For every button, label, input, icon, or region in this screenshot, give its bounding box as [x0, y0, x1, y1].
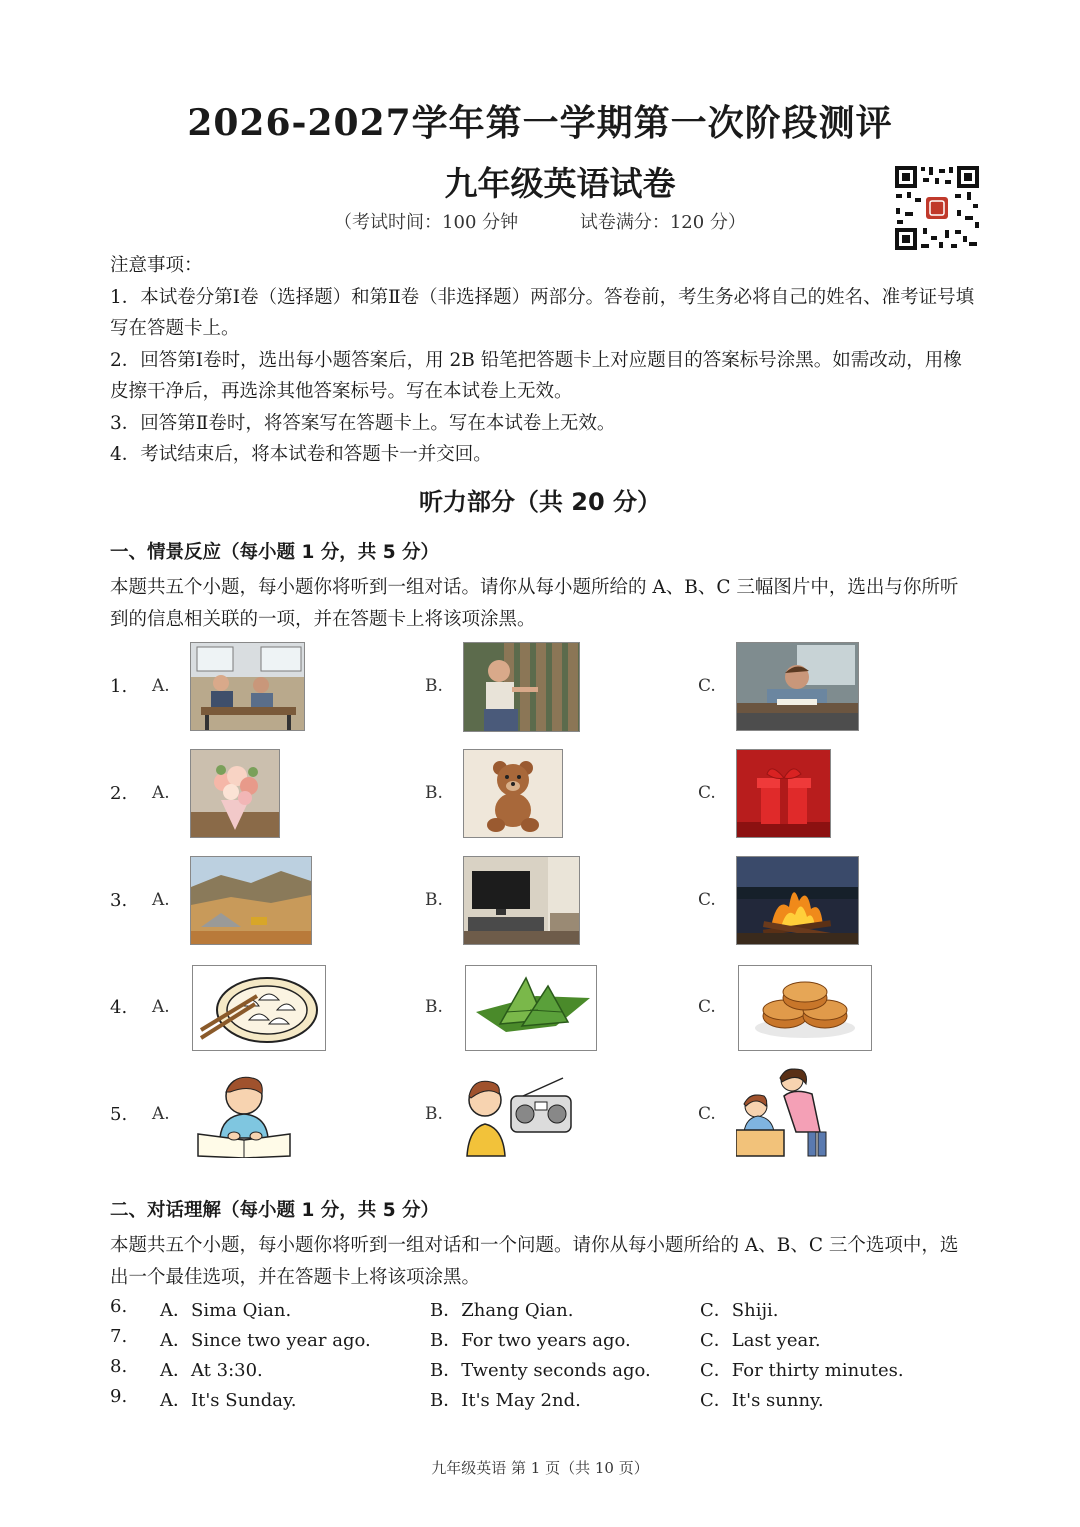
notes-heading: 注意事项：: [110, 255, 203, 276]
teacher-helping-student-image: [736, 1066, 839, 1158]
mine-quarry-image: [190, 856, 312, 945]
question-row: [110, 1326, 975, 1356]
option-b: B．It's May 2nd.: [430, 1390, 581, 1411]
boy-radio-image: [463, 1072, 575, 1158]
option-b: B．Twenty seconds ago.: [430, 1360, 651, 1381]
option-label: B.: [425, 783, 443, 803]
option-label: A.: [152, 1104, 170, 1124]
option-label: C.: [698, 890, 716, 910]
question-row: [110, 1386, 975, 1416]
option-a: A．At 3:30.: [160, 1360, 263, 1381]
part1-description: 本题共五个小题，每小题你将听到一组对话。请你从每小题所给的 A、B、C 三幅图片中，选出与你所听到的信息相关联的一项，并在答题卡上将该项涂黑。: [110, 577, 959, 630]
teddy-bear-image: [463, 749, 563, 838]
exam-time: （考试时间：100 分钟: [334, 212, 519, 233]
part2-description: 本题共五个小题，每小题你将听到一组对话和一个问题。请你从每小题所给的 A、B、C 三个选项中，选出一个最佳选项，并在答题卡上将该项涂黑。: [110, 1235, 959, 1288]
boy-reading-book-image: [190, 1068, 298, 1158]
option-a: A．It's Sunday.: [160, 1390, 297, 1411]
question-row: [110, 1296, 975, 1326]
flower-bouquet-image: [190, 749, 280, 838]
question-number: 5.: [110, 1104, 128, 1125]
classroom-students-image: [190, 642, 305, 731]
question-number: 3.: [110, 890, 128, 911]
boy-painting-fence-image: [463, 642, 580, 732]
option-label: A.: [152, 997, 170, 1017]
boy-reading-desk-image: [736, 642, 859, 731]
option-a: A．Since two year ago.: [160, 1330, 371, 1351]
gift-box-image: [736, 749, 831, 838]
option-label: A.: [152, 676, 170, 696]
part2-heading: 二、对话理解（每小题 1 分，共 5 分）: [110, 1200, 440, 1221]
note-item: 1．本试卷分第Ⅰ卷（选择题）和第Ⅱ卷（非选择题）两部分。答卷前，考生务必将自己的姓名、准考证号填写在答题卡上。: [110, 286, 975, 339]
option-label: B.: [425, 1104, 443, 1124]
option-c: C．It's sunny.: [700, 1390, 824, 1411]
question-number: 9.: [110, 1386, 128, 1407]
question-number: 7.: [110, 1326, 128, 1347]
exam-score: 试卷满分：120 分）: [579, 212, 746, 233]
option-label: A.: [152, 783, 170, 803]
qr-code-icon: [893, 164, 981, 252]
question-row: [110, 1356, 975, 1386]
page-footer: 九年级英语 第 1 页（共 10 页）: [431, 1459, 649, 1477]
option-c: C．For thirty minutes.: [700, 1360, 904, 1381]
option-label: C.: [698, 676, 716, 696]
option-a: A．Sima Qian.: [160, 1300, 292, 1321]
listening-section-title: 听力部分（共 20 分）: [418, 488, 662, 516]
exam-title: 2026-2027学年第一学期第一次阶段测评: [187, 102, 893, 144]
question-number: 6.: [110, 1296, 128, 1317]
option-label: B.: [425, 997, 443, 1017]
option-label: B.: [425, 890, 443, 910]
note-item: 3．回答第Ⅱ卷时，将答案写在答题卡上。写在本试卷上无效。: [110, 412, 616, 434]
mooncakes-image: [738, 965, 872, 1051]
exam-subtitle: 九年级英语试卷: [444, 164, 676, 203]
exam-notes: [110, 250, 975, 471]
option-label: C.: [698, 1104, 716, 1124]
option-label: B.: [425, 676, 443, 696]
television-room-image: [463, 856, 580, 945]
question-number: 4.: [110, 997, 128, 1018]
option-c: C．Shiji.: [700, 1300, 779, 1321]
question-number: 1.: [110, 676, 128, 697]
part1-heading: 一、情景反应（每小题 1 分，共 5 分）: [110, 542, 440, 563]
option-c: C．Last year.: [700, 1330, 821, 1351]
option-b: B．For two years ago.: [430, 1330, 631, 1351]
question-number: 8.: [110, 1356, 128, 1377]
option-b: B．Zhang Qian.: [430, 1300, 574, 1321]
note-item: 2．回答第Ⅰ卷时，选出每小题答案后，用 2B 铅笔把答题卡上对应题目的答案标号涂黑。如需改动，用橡皮擦干净后，再选涂其他答案标号。写在本试卷上无效。: [110, 349, 962, 402]
dumplings-plate-image: [192, 965, 326, 1051]
campfire-image: [736, 856, 859, 945]
note-item: 4．考试结束后，将本试卷和答题卡一并交回。: [110, 444, 492, 465]
option-label: A.: [152, 890, 170, 910]
zongzi-rice-dumplings-image: [465, 965, 597, 1051]
option-label: C.: [698, 783, 716, 803]
option-label: C.: [698, 997, 716, 1017]
question-number: 2.: [110, 783, 128, 804]
